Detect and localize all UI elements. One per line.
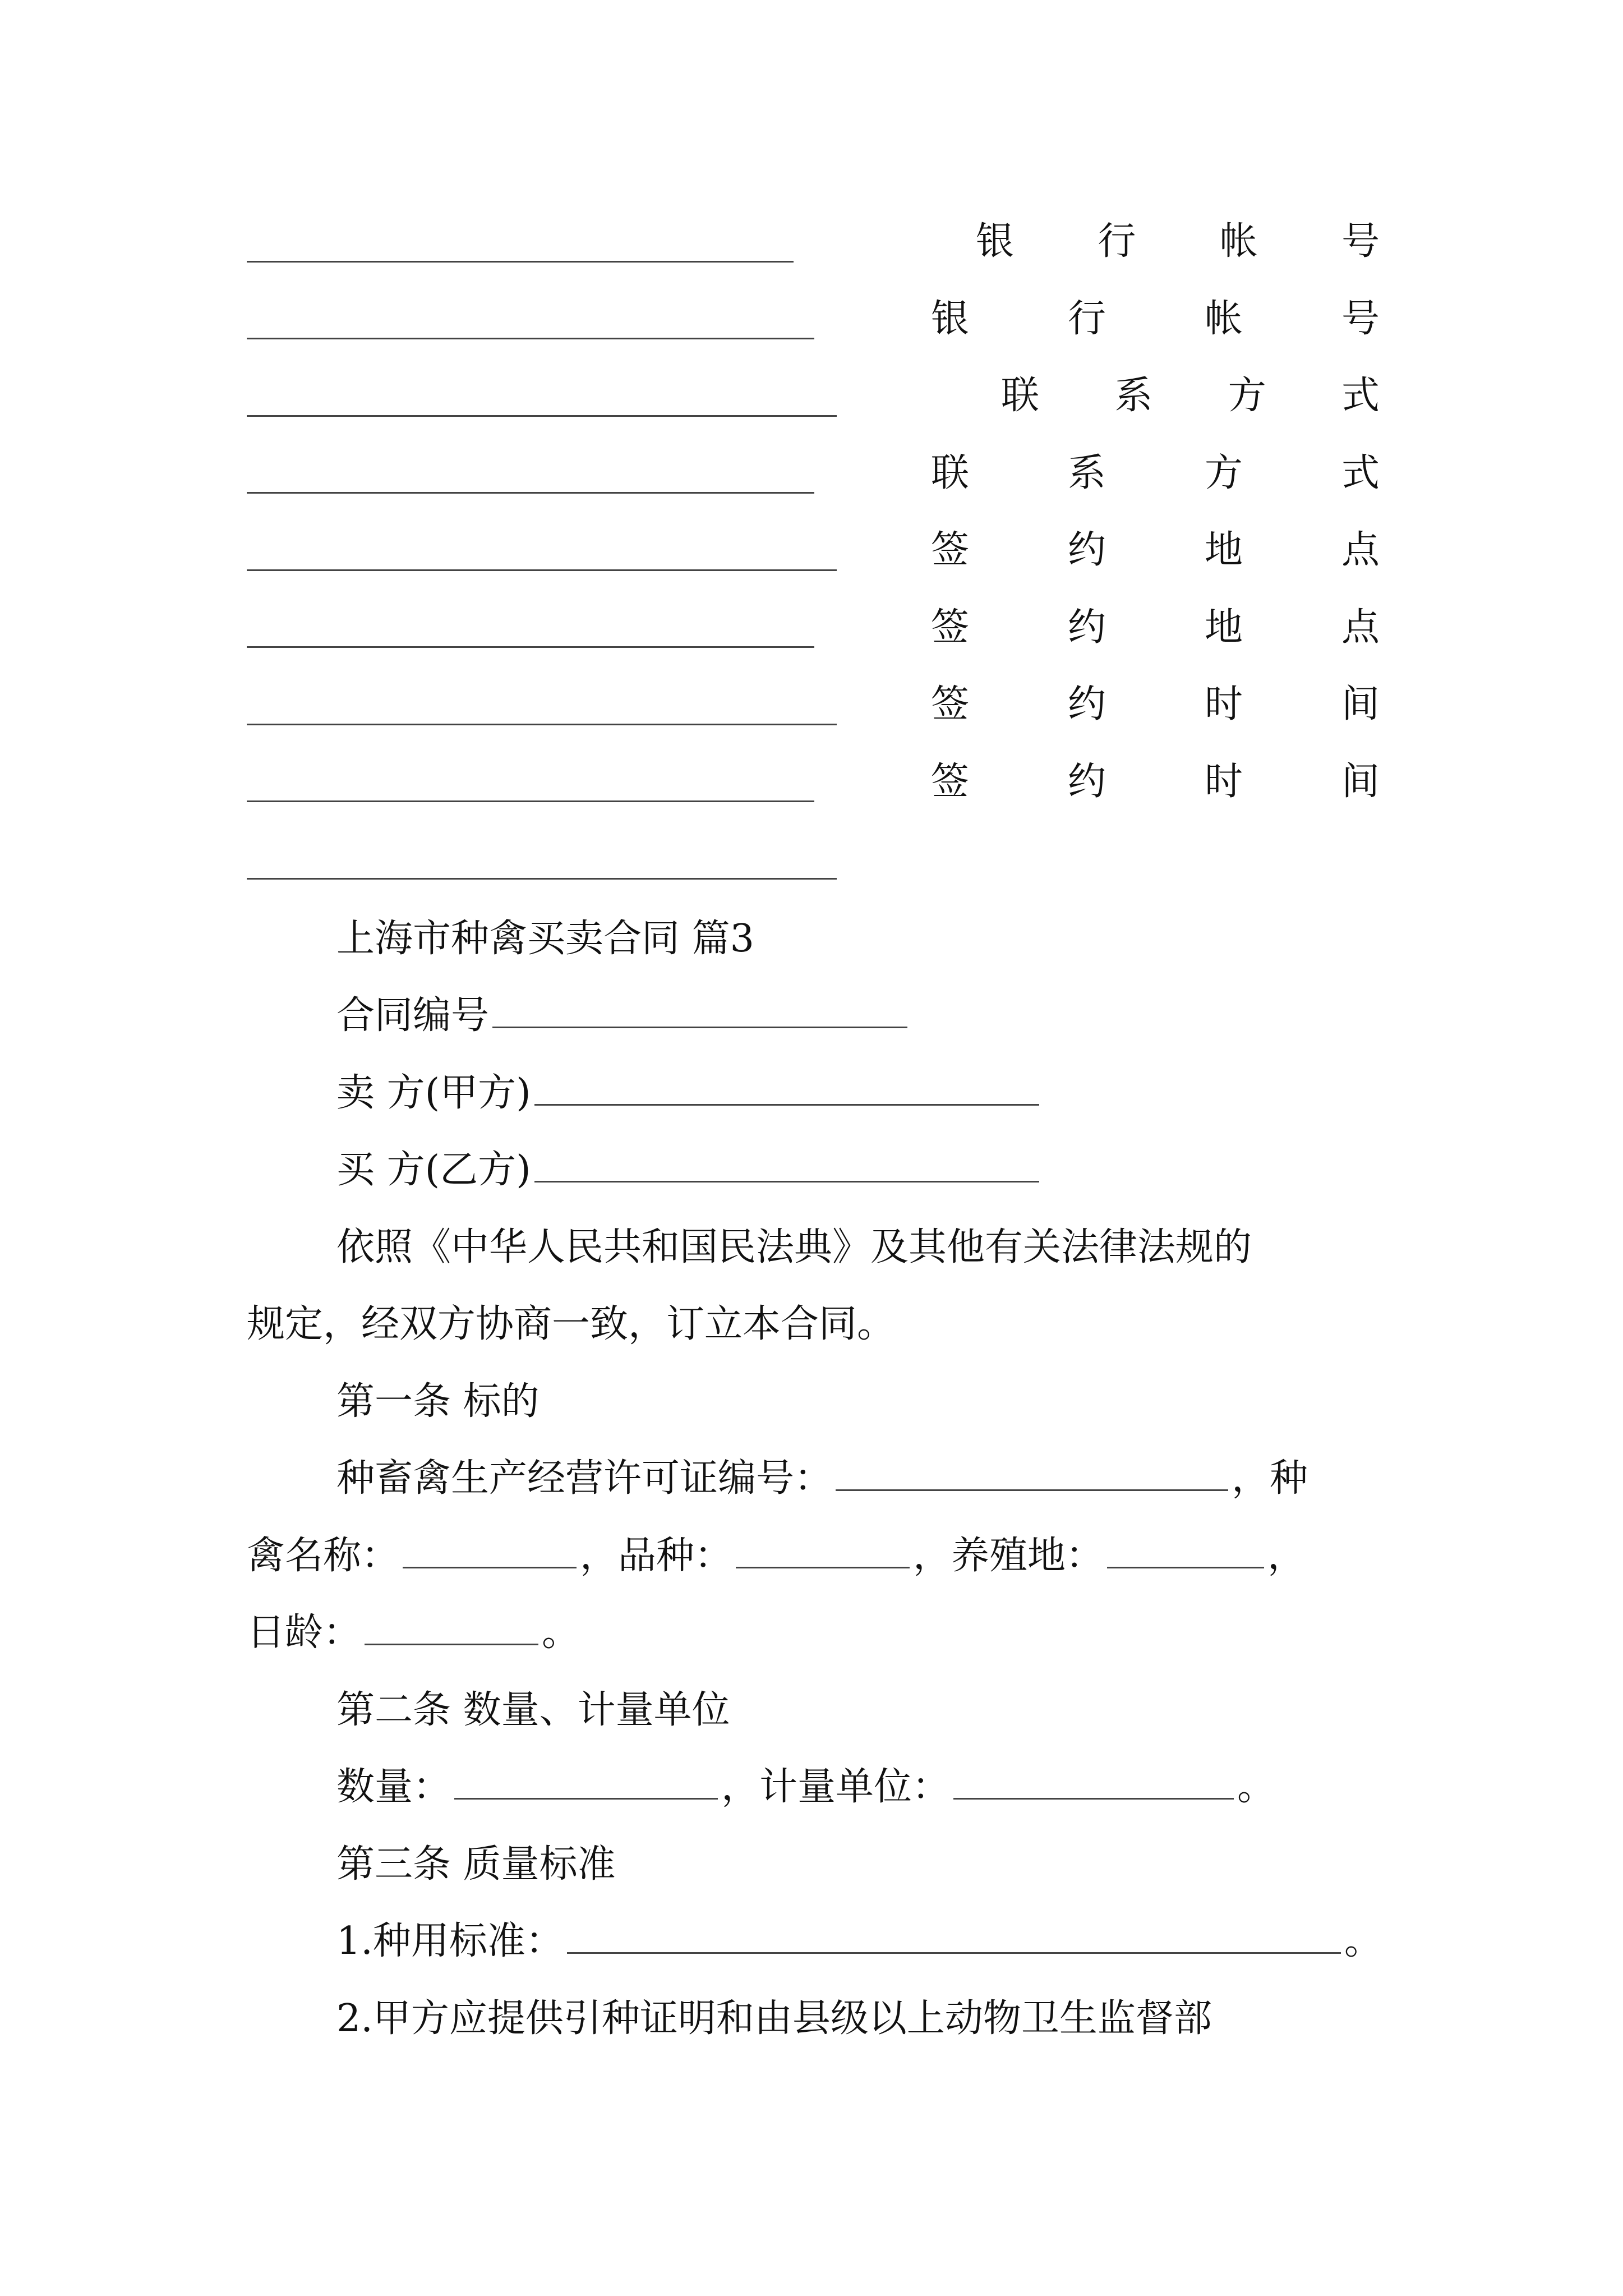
label-contact: 联 系 方 式 bbox=[931, 451, 1380, 495]
unit-tail: 。 bbox=[1237, 1765, 1276, 1809]
blank-line bbox=[247, 800, 814, 802]
item1-tail: 。 bbox=[1344, 1919, 1382, 1963]
seller-line bbox=[336, 1071, 1043, 1115]
blank-line bbox=[247, 415, 837, 417]
age-tail: 。 bbox=[542, 1611, 580, 1655]
qty-blank bbox=[454, 1796, 718, 1800]
breed-label: ，品种： bbox=[580, 1534, 733, 1578]
item1-blank bbox=[567, 1950, 1341, 1954]
label-bank-account: 银 行 帐 号 bbox=[976, 219, 1380, 264]
name-label: 禽名称： bbox=[247, 1534, 400, 1578]
unit-blank bbox=[953, 1796, 1234, 1800]
buyer-blank bbox=[534, 1179, 1039, 1182]
seller-blank bbox=[534, 1102, 1039, 1106]
place-blank bbox=[1107, 1565, 1264, 1568]
age-blank bbox=[365, 1641, 538, 1645]
blank-line bbox=[247, 338, 814, 339]
article1-detail-line bbox=[247, 1534, 1306, 1578]
blank-line bbox=[247, 569, 837, 571]
blank-line bbox=[247, 646, 814, 648]
license-tail: ，种 bbox=[1232, 1456, 1308, 1501]
label-sign-place: 签 约 地 点 bbox=[931, 605, 1380, 650]
article1-age-line bbox=[247, 1611, 580, 1655]
label-contact: 联 系 方 式 bbox=[1001, 374, 1380, 418]
license-blank bbox=[836, 1487, 1228, 1491]
label-sign-time: 签 约 时 间 bbox=[931, 760, 1380, 804]
label-sign-time: 签 约 时 间 bbox=[931, 682, 1380, 726]
name-blank bbox=[403, 1565, 577, 1568]
blank-line bbox=[247, 878, 837, 880]
license-label: 种畜禽生产经营许可证编号： bbox=[336, 1456, 833, 1501]
blank-line bbox=[247, 492, 814, 494]
breed-blank bbox=[736, 1565, 910, 1568]
label-sign-place: 签 约 地 点 bbox=[931, 528, 1380, 572]
preamble-line-2: 规定，经双方协商一致，订立本合同。 bbox=[247, 1302, 896, 1346]
blank-line bbox=[247, 261, 794, 263]
preamble-line-1: 依照《中华人民共和国民法典》及其他有关法律法规的 bbox=[336, 1225, 1252, 1269]
article3-title: 第三条 质量标准 bbox=[336, 1842, 616, 1887]
buyer-label: 买 方(乙方) bbox=[336, 1148, 531, 1192]
place-tail: ， bbox=[1267, 1534, 1306, 1578]
unit-label: ，计量单位： bbox=[721, 1765, 951, 1809]
blank-line bbox=[247, 724, 837, 725]
article1-license-line bbox=[336, 1456, 1308, 1501]
contract-title: 上海市种禽买卖合同 篇3 bbox=[336, 917, 754, 961]
buyer-line bbox=[336, 1148, 1043, 1192]
qty-label: 数量： bbox=[336, 1765, 451, 1809]
contract-number-blank bbox=[492, 1024, 907, 1028]
contract-number-line bbox=[336, 993, 911, 1038]
article1-title: 第一条 标的 bbox=[336, 1379, 540, 1424]
article3-item2-line: 2.甲方应提供引种证明和由县级以上动物卫生监督部 bbox=[336, 1996, 1212, 2041]
seller-label: 卖 方(甲方) bbox=[336, 1071, 531, 1115]
place-label: ，养殖地： bbox=[913, 1534, 1104, 1578]
article2-qty-line bbox=[336, 1765, 1276, 1809]
label-bank-account: 银 行 帐 号 bbox=[931, 297, 1380, 341]
age-label: 日龄： bbox=[247, 1611, 362, 1655]
article3-item1-line bbox=[336, 1919, 1382, 1963]
article2-title: 第二条 数量、计量单位 bbox=[336, 1688, 730, 1732]
contract-number-label: 合同编号 bbox=[336, 993, 490, 1038]
item1-label: 1.种用标准： bbox=[336, 1919, 564, 1963]
